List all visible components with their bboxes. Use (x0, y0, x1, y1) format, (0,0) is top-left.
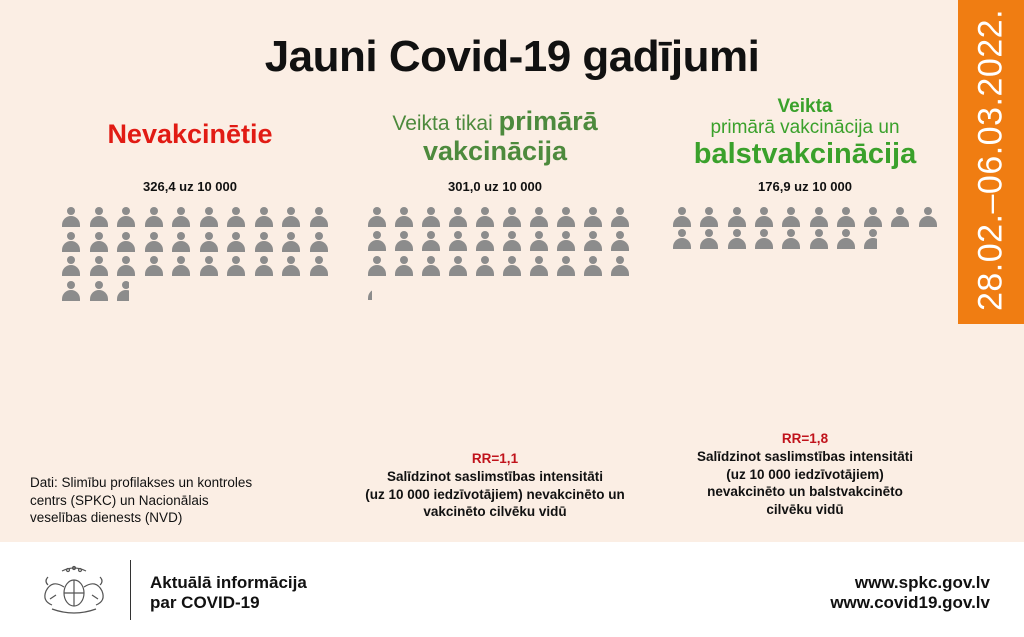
person-icon (557, 207, 575, 227)
person-icon (584, 231, 602, 251)
person-icon (310, 207, 328, 227)
person-icon (837, 229, 855, 249)
person-icon (62, 281, 80, 301)
person-icon (62, 207, 80, 227)
rr-booster (655, 430, 955, 519)
person-icon (310, 232, 328, 252)
coat-of-arms-icon (38, 565, 110, 615)
url-covid19[interactable]: www.covid19.gov.lv (830, 593, 990, 613)
rr-line: (uz 10 000 iedzīvotājiem) (726, 466, 884, 482)
person-icon (837, 207, 855, 227)
rr-line: nevakcinēto un balstvakcinēto (707, 484, 903, 500)
person-icon (282, 256, 300, 276)
person-icon (255, 232, 273, 252)
source-line: veselības dienests (NVD) (30, 510, 183, 526)
rr-line: Salīdzinot saslimstības intensitāti (696, 448, 914, 464)
person-icon (755, 207, 773, 227)
person-icon (422, 256, 440, 276)
person-icon (755, 229, 773, 249)
data-source (30, 474, 252, 527)
person-icon (530, 207, 548, 227)
person-icon (172, 232, 190, 252)
person-icon (395, 207, 413, 227)
person-icon (728, 207, 746, 227)
person-icon (90, 256, 108, 276)
person-icon (611, 207, 629, 227)
person-icon (117, 207, 135, 227)
person-icon (282, 207, 300, 227)
person-icon (503, 207, 521, 227)
person-icon (503, 231, 521, 251)
person-icon (810, 207, 828, 227)
person-icon (449, 256, 467, 276)
heading-unvaccinated (40, 120, 340, 150)
person-icon (422, 207, 440, 227)
person-icon (282, 232, 300, 252)
rr-value: RR=1,1 (471, 451, 519, 466)
person-icon (200, 256, 218, 276)
person-icon (395, 256, 413, 276)
person-icon (557, 231, 575, 251)
heading-line: vakcinācija (422, 135, 568, 166)
heading-line: Nevakcinētie (107, 119, 273, 149)
heading-line: balstvakcinācija (693, 137, 917, 170)
heading-primary (345, 107, 645, 166)
footer-urls (830, 573, 990, 614)
person-icon (255, 256, 273, 276)
rr-primary (340, 450, 650, 521)
person-icon (395, 231, 413, 251)
person-icon (782, 229, 800, 249)
rr-line: vakcinēto cilvēku vidū (423, 504, 567, 520)
person-icon (145, 256, 163, 276)
person-icon (530, 256, 548, 276)
person-icon (611, 231, 629, 251)
heading-line (345, 107, 645, 137)
person-icon (368, 207, 386, 227)
person-icon (503, 256, 521, 276)
person-icon (310, 256, 328, 276)
person-icon (810, 229, 828, 249)
person-icon (62, 232, 80, 252)
person-icon (476, 207, 494, 227)
rate-unvaccinated: 326,4 uz 10 000 (143, 179, 237, 194)
person-icon (449, 207, 467, 227)
person-icon (200, 207, 218, 227)
person-icon (584, 207, 602, 227)
footer-info (150, 573, 307, 614)
person-icon (145, 232, 163, 252)
person-icon (90, 207, 108, 227)
person-icon (782, 207, 800, 227)
rr-line: (uz 10 000 iedzīvotājiem) nevakcinēto un (365, 486, 625, 502)
footer (0, 542, 1024, 637)
url-spkc[interactable]: www.spkc.gov.lv (854, 573, 990, 592)
heading-primary-b: primārā (498, 106, 598, 136)
source-line: Dati: Slimību profilakses un kontroles (30, 475, 253, 490)
rate-booster: 176,9 uz 10 000 (758, 179, 852, 194)
person-icon (476, 231, 494, 251)
person-icon (172, 207, 190, 227)
person-icon (700, 229, 718, 249)
person-icon (864, 229, 876, 249)
rr-line: Salīdzinot saslimstības intensitāti (386, 468, 604, 484)
person-icon (891, 207, 909, 227)
footer-divider (130, 560, 131, 620)
person-icon (557, 256, 575, 276)
person-icon (584, 256, 602, 276)
person-icon (117, 256, 135, 276)
person-icon (90, 232, 108, 252)
person-icon (368, 231, 386, 251)
person-icon (864, 207, 882, 227)
heading-booster (660, 97, 950, 171)
person-icon (422, 231, 440, 251)
person-icon (530, 231, 548, 251)
person-icon (172, 256, 190, 276)
person-icon (673, 229, 691, 249)
person-icon (227, 256, 245, 276)
info-line: Aktuālā informācija (150, 573, 307, 592)
page-title: Jauni Covid-19 gadījumi (264, 32, 760, 81)
person-icon (255, 207, 273, 227)
info-line: par COVID-19 (150, 593, 260, 613)
person-icon (611, 256, 629, 276)
rr-value: RR=1,8 (781, 431, 829, 446)
person-icon (200, 232, 218, 252)
rate-primary: 301,0 uz 10 000 (448, 179, 542, 194)
person-icon (476, 256, 494, 276)
date-range: 28.02.–06.03.2022. (971, 8, 1010, 312)
person-icon (145, 207, 163, 227)
source-line: centrs (SPKC) un Nacionālais (30, 492, 209, 508)
person-icon (117, 232, 135, 252)
person-icon (728, 229, 746, 249)
person-icon (919, 207, 937, 227)
person-icon (368, 256, 386, 276)
person-icon (700, 207, 718, 227)
person-icon (449, 231, 467, 251)
heading-line: Veikta (777, 96, 833, 117)
person-icon (368, 280, 372, 300)
rr-line: cilvēku vidū (766, 502, 844, 518)
person-icon (227, 207, 245, 227)
heading-primary-a: Veikta tikai (392, 112, 499, 135)
heading-line: primārā vakcinācija un (710, 116, 900, 138)
person-icon (62, 256, 80, 276)
person-icon (227, 232, 245, 252)
person-icon (673, 207, 691, 227)
person-icon (90, 281, 108, 301)
person-icon (117, 281, 129, 301)
